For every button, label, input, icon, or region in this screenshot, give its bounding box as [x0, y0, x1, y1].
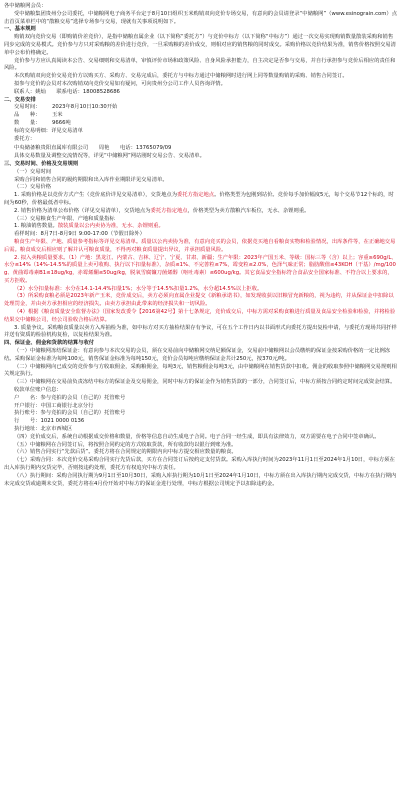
s3-price-2-rest: ，价格类型为卖方散粮汽车板位，无水、杂锂则重。	[187, 207, 310, 214]
section-1-para-1: 购销双向竞价交易（即购销价差竞价），是指中储粮直属企业（以下简称“委托方”）与竞价中标方（以下简称“中标方”）通过一次交易实现购销数量散装采购和销售同步完成的交易模式。竞价参与方只对采购粮的差价进行竞价，一旦采购粮的差价成交，则相对应的销售粮的同时成交。采购价格以竞价结果为准，销售价格按照交易清单中公布价格确定。	[4, 34, 396, 56]
section-3-title: 三、交易时间、价格及交易规则	[4, 160, 79, 167]
s4-note: （四）竞价成交后，系统自动根据成交价格和数量，价格等信息自动生成电子合同。电子合同一经生成，即具有法律效力，双方需要在电子合同中签章确认。	[14, 433, 380, 440]
s3-quality-5: （4）根据《粮食质量安全监督办法》（国家发改委令【2016第42号】第十七条规定，竞价成交后，中标方需对采购食粮进行质量及食品安全检验和检验，并将检验结果交中储粮公司，经公司验收合格后结算。	[4, 309, 396, 323]
trade-time-label: 交易时间：	[14, 104, 41, 111]
section-1-para-3: 本次购销双向竞价交易竞价方以购买方、采购方、交易完成后，委托方与中标方通过中储粮网时进行网上同等数量购销的采购、销售合同签订。	[14, 73, 348, 80]
s4-item-7: （七）采购合同：本次竞价交易采购合同实行先货后款，买方在合同签订后按约定支付货款。采购入库执行时间为2023年11月1日至2024年1月10日，中标方须在出入库执行期内交货完毕，否则按违约处理，委托方有权追究中标方责任。	[4, 457, 395, 472]
trade-variety-label: 品 种：	[14, 112, 41, 119]
s3-sub-1-title: （一）交易时间	[14, 168, 52, 175]
intro-paragraph: 受中储粮集团贵州分公司委托，中储粮网电子商务平台定于8月10日组织玉米购销双向竞价专场交易，有意向的会员请登录“中储粮网”（www.esinograin.com）点击首页菜单栏中的“散粮交易”选择专场参与交易，现就有关事项说明如下。	[4, 10, 398, 25]
bank-name: 开户银行：中国工商银行北京分行	[14, 402, 94, 409]
s4-item-2: （二）中储粮网向已成交的竞价参与方收取佣金，采购粮佣金，每吨3元，销售粮佣金每吨3元，由中储粮网在销售货款中扣收。佣金的收取参照中储粮网交易规则相关规定执行。	[4, 363, 397, 378]
s3-quality-2: 2. 拟入卖粮质量要求。（1）产地：黑龙江、内蒙古、吉林、辽宁、宁夏、甘肃、新疆；生产年限：2023年产国玉米、等级：国标三等（含）以上；容重≥690g/L、水分≤14%（14%-14.5%的质量上卖可收购、执行以下扣量标准），杂质≤1%、不完善粒≤7%，霉变粒≤2.0%，色泽气味正常；脂肪酸值≤43KOH（干基）/mg/100g、黄曲霉毒素B1≤18ug/kg，赤霉烯酮≤50ug/kg，脱氧雪腐镰刀菌烯醇（呕吐毒素）≤600ug/kg。其它食品安全指标符合食品安全国家标准、不符合以上要求的，买方拒收。	[4, 254, 397, 284]
section-1-para-4: 拟参与竞价的会员对本次购销双向竞价交易如有疑问，可向贵州分公司工作人员咨询详情。	[14, 80, 226, 87]
section-2-title: 二、交易安排	[4, 96, 36, 103]
contact-line: 联系人：姚灿 联系电话：18008528686	[14, 88, 120, 95]
trade-list: 标的交易明细：详见交易清单	[14, 127, 83, 134]
trade-time-value: 2023年8月10日10:30开始	[52, 104, 118, 111]
s3-inspection-time: 看样时间：8月7日-8月9日 9:00-17:00（节假日除外）	[14, 231, 145, 238]
trade-quantity-value: 9666吨	[52, 119, 71, 126]
s3-quality-warning: 粮食生产年限、产地、质量参考指标等详见交易清单。质量以公内卖协为准，有意向竞买的会员，依据竞买地自看粮食实物和检验情况，出库条件等，在正确地交易后需。粮食成交后相应则了解并认可粮食质量，不得再对粮食质量提出异议，并承担质量风险。	[4, 238, 396, 253]
trade-detail: 具体交易数量及调整交流情况等，详见“中储粮网”网站刚时交易公告、交易清单。	[14, 153, 205, 160]
greeting: 各中储粮网会员：	[4, 3, 47, 9]
account-number: 执行账号：参与竞拍的会员（自己的）托管账号	[14, 410, 126, 417]
trade-variety-value: 玉米	[52, 112, 63, 119]
trade-quantity-label: 数 量：	[14, 119, 41, 126]
s3-sub-1-text: 采购合同和销售合同的履约期限和出入库作业期限详见交易清单。	[14, 176, 168, 183]
seller-label: 委托方：	[14, 135, 36, 142]
section-1-para-2: 竞价参与方应认真阅读本公告、交易细则和交易清单，审慎评价市场和政策风险、自身风险承担能力，自主决定是否参与交易，并自行承担参与竞价后相应的责任和风险。	[4, 57, 396, 72]
s3-quality-1-highlight: 散装质量以公内卖协为准，无水、杂锂则重。	[57, 223, 164, 230]
s3-price-2-text: 2. 销售价格为清单公布价格（详见交易清单），交货地点为	[14, 207, 151, 214]
s4-item-1: （一）中储粮网冻结保证金：有意向参与本次交易的会员，须在交易前向中储粮网交纳足额保证金，交易前中储粮网以会员缴纳的保证金按采购价格的一定比例冻结。采购保证金标准为每吨100元，销售保证金标准为每吨150元，竞价会员每吨应缴纳保证金共计250元，按370元/吨。	[4, 348, 391, 362]
s3-price-2	[4, 208, 397, 216]
s4-item-5: （五）中储粮网在合同签订后，将按照合同约定的方式收取货款，所有收款均以银行到账为准。	[14, 441, 237, 448]
trade-quantity	[4, 120, 397, 128]
account-title: 收款单位账户信息：	[14, 387, 62, 394]
section-1-title: 一、基本规则	[4, 26, 36, 33]
seller-name: 中央储备粮贵阳直属库有限公司	[14, 145, 89, 152]
bank-code: 行 号：1021 0000 0136	[14, 418, 85, 425]
s3-price-1	[4, 192, 397, 208]
s3-sub-2-title: （二）交易价格	[14, 184, 52, 191]
s3-price-1-highlight: 委托方指定地点	[177, 192, 215, 199]
bank-address: 执行地址：北京市西城区	[14, 426, 73, 433]
s3-price-1-rest: 。价格类型为包刚到站价。竞价每手加价幅度5元，每个交易节12个标的，时间为60秒，价格最低者中标。	[4, 192, 394, 206]
trade-variety	[4, 112, 397, 120]
account-name: 户 名：参与竞拍的会员（自己的）托管账号	[14, 394, 126, 401]
section-4-title: 四、保证金、佣金和货款的结算与收付	[4, 340, 95, 347]
seller-contact: 周艳 电话：13765079/09	[98, 145, 172, 152]
s3-price-1-text: 1. 采购价格是以竞价方式产生（竞价底价详见交易清单），交货地点为	[14, 192, 177, 199]
seller-info	[4, 145, 397, 153]
s3-quality-6: 3. 质量争议。采购粮食质量以卖方入库抽检为准，如中标方对买方抽检结果存有争议，可在五个工作日内以书面形式向委托方提出复检申请，与委托方现场共同扦样并送有资质的检验机构复检，以复检结果为准。	[4, 324, 397, 339]
s3-quality-4: （3）所采购食粮必须是2023年新产玉米，竞价成交后，卖方必须向直属企业提交《新粮承诺书》，如发现收获以旧粮冒充新粮的，视为违约，并从保证金中扣除以处理罚金，并由卖方承担相应的经济损失。由卖方承担由此带来的经济损失和一切风险。	[4, 293, 394, 308]
s3-quality-1	[4, 223, 397, 231]
s3-sub-3-title: （三）交易粮食生产年限、产地和质量指标	[14, 215, 115, 222]
s3-price-2-highlight: 委托方指定地点	[150, 207, 188, 214]
trade-time	[4, 104, 397, 112]
s3-quality-1-text: 1. 粮油销售数量。	[14, 223, 58, 230]
s4-item-8: （八）执行期间：采购合同执行期为9月1日至10月30日，采购入库执行期为10月1日至2024年1月10日，中标方须在出入库执行期内完成交货，中标方在执行期内未完成交货或逾期未交货，委托方将在4月份开始对中标方的保证金进行处理，中标方根据公司规定予以扣除违约金。	[4, 472, 397, 487]
s4-item-3: （三）中储粮网在交易前负责冻结中标方的保证金及交易佣金，同时中标方的保证金作为销售货款的一部分，合同签订后，中标方须按合同约定时间完成资金结算。	[14, 379, 396, 386]
s3-quality-3: （2）水分扣量标准：水分在14.1-14.4%扣量1%；水分等于14.5%扣量1.2%，水分超14.5%以上拒收。	[14, 285, 263, 292]
s4-item-6: （六）销售合同实行“先款后货”。委托方将在合同规定的期限内向中标方提交相应数量的粮食。	[14, 449, 237, 456]
